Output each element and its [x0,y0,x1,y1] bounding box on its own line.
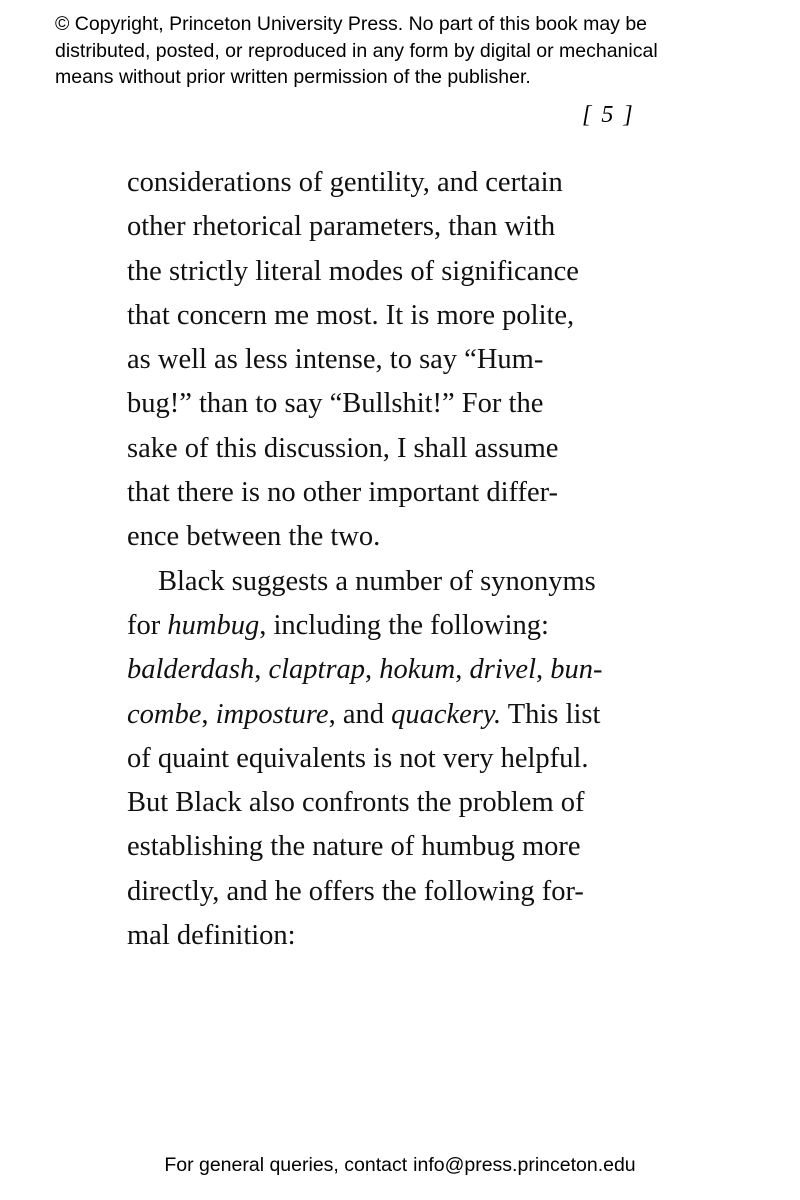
page-number: [ 5 ] [582,102,635,128]
text-line: sake of this discussion, I shall assume [127,432,559,464]
footer-label: For general queries, contact [164,1154,408,1176]
text-fragment: , including the following: [259,609,549,641]
paragraph-first-line: Black suggests a number of synonyms [158,565,596,597]
text-line: But Black also confronts the problem of [127,787,585,819]
text-line: balderdash, claptrap, hokum, drivel, bun- [127,654,603,686]
text-line: that concern me most. It is more polite, [127,299,575,331]
italic-term: combe [127,698,202,730]
text-line: bug!” than to say “Bullshit!” For the [127,388,544,420]
italic-term: humbug [167,609,260,641]
text-line: mal definition: [127,920,296,952]
italic-term: drivel [469,654,536,686]
italic-term: bun- [550,654,603,686]
text-line: directly, and he offers the following for- [127,875,584,907]
italic-term: hokum [379,654,456,686]
text-line: as well as less intense, to say “Hum- [127,344,544,376]
text-fragment: for [127,609,168,641]
text-fragment: , and [328,698,392,730]
italic-term: imposture [215,698,329,730]
body-text [127,161,647,958]
text-line: that there is no other important differ- [127,477,559,509]
text-line: establishing the nature of humbug more [127,831,581,863]
italic-term: claptrap [268,654,366,686]
text-line: combe, imposture, and quackery. This list [127,698,601,730]
text-line: ence between the two. [127,521,381,553]
copyright-line: © Copyright, Princeton University Press. No part of this book may be [55,13,648,35]
italic-term: quackery. [391,698,502,730]
text-line [127,604,647,648]
text-line: other rhetorical parameters, than with [127,211,556,243]
text-line: the strictly literal modes of significance [127,255,579,287]
footer-contact [0,1152,800,1178]
copyright-line: means without prior written permission of the publisher. [55,66,531,88]
text-fragment: This list [501,698,601,730]
text-line: of quaint equivalents is not very helpful. [127,742,589,774]
footer-email-link[interactable]: info@press.princeton.edu [413,1154,636,1176]
copyright-line: distributed, posted, or reproduced in any form by digital or mechanical [55,39,658,62]
copyright-notice [55,11,775,91]
italic-term: balderdash [127,654,255,686]
text-line: considerations of gentility, and certain [127,167,563,198]
